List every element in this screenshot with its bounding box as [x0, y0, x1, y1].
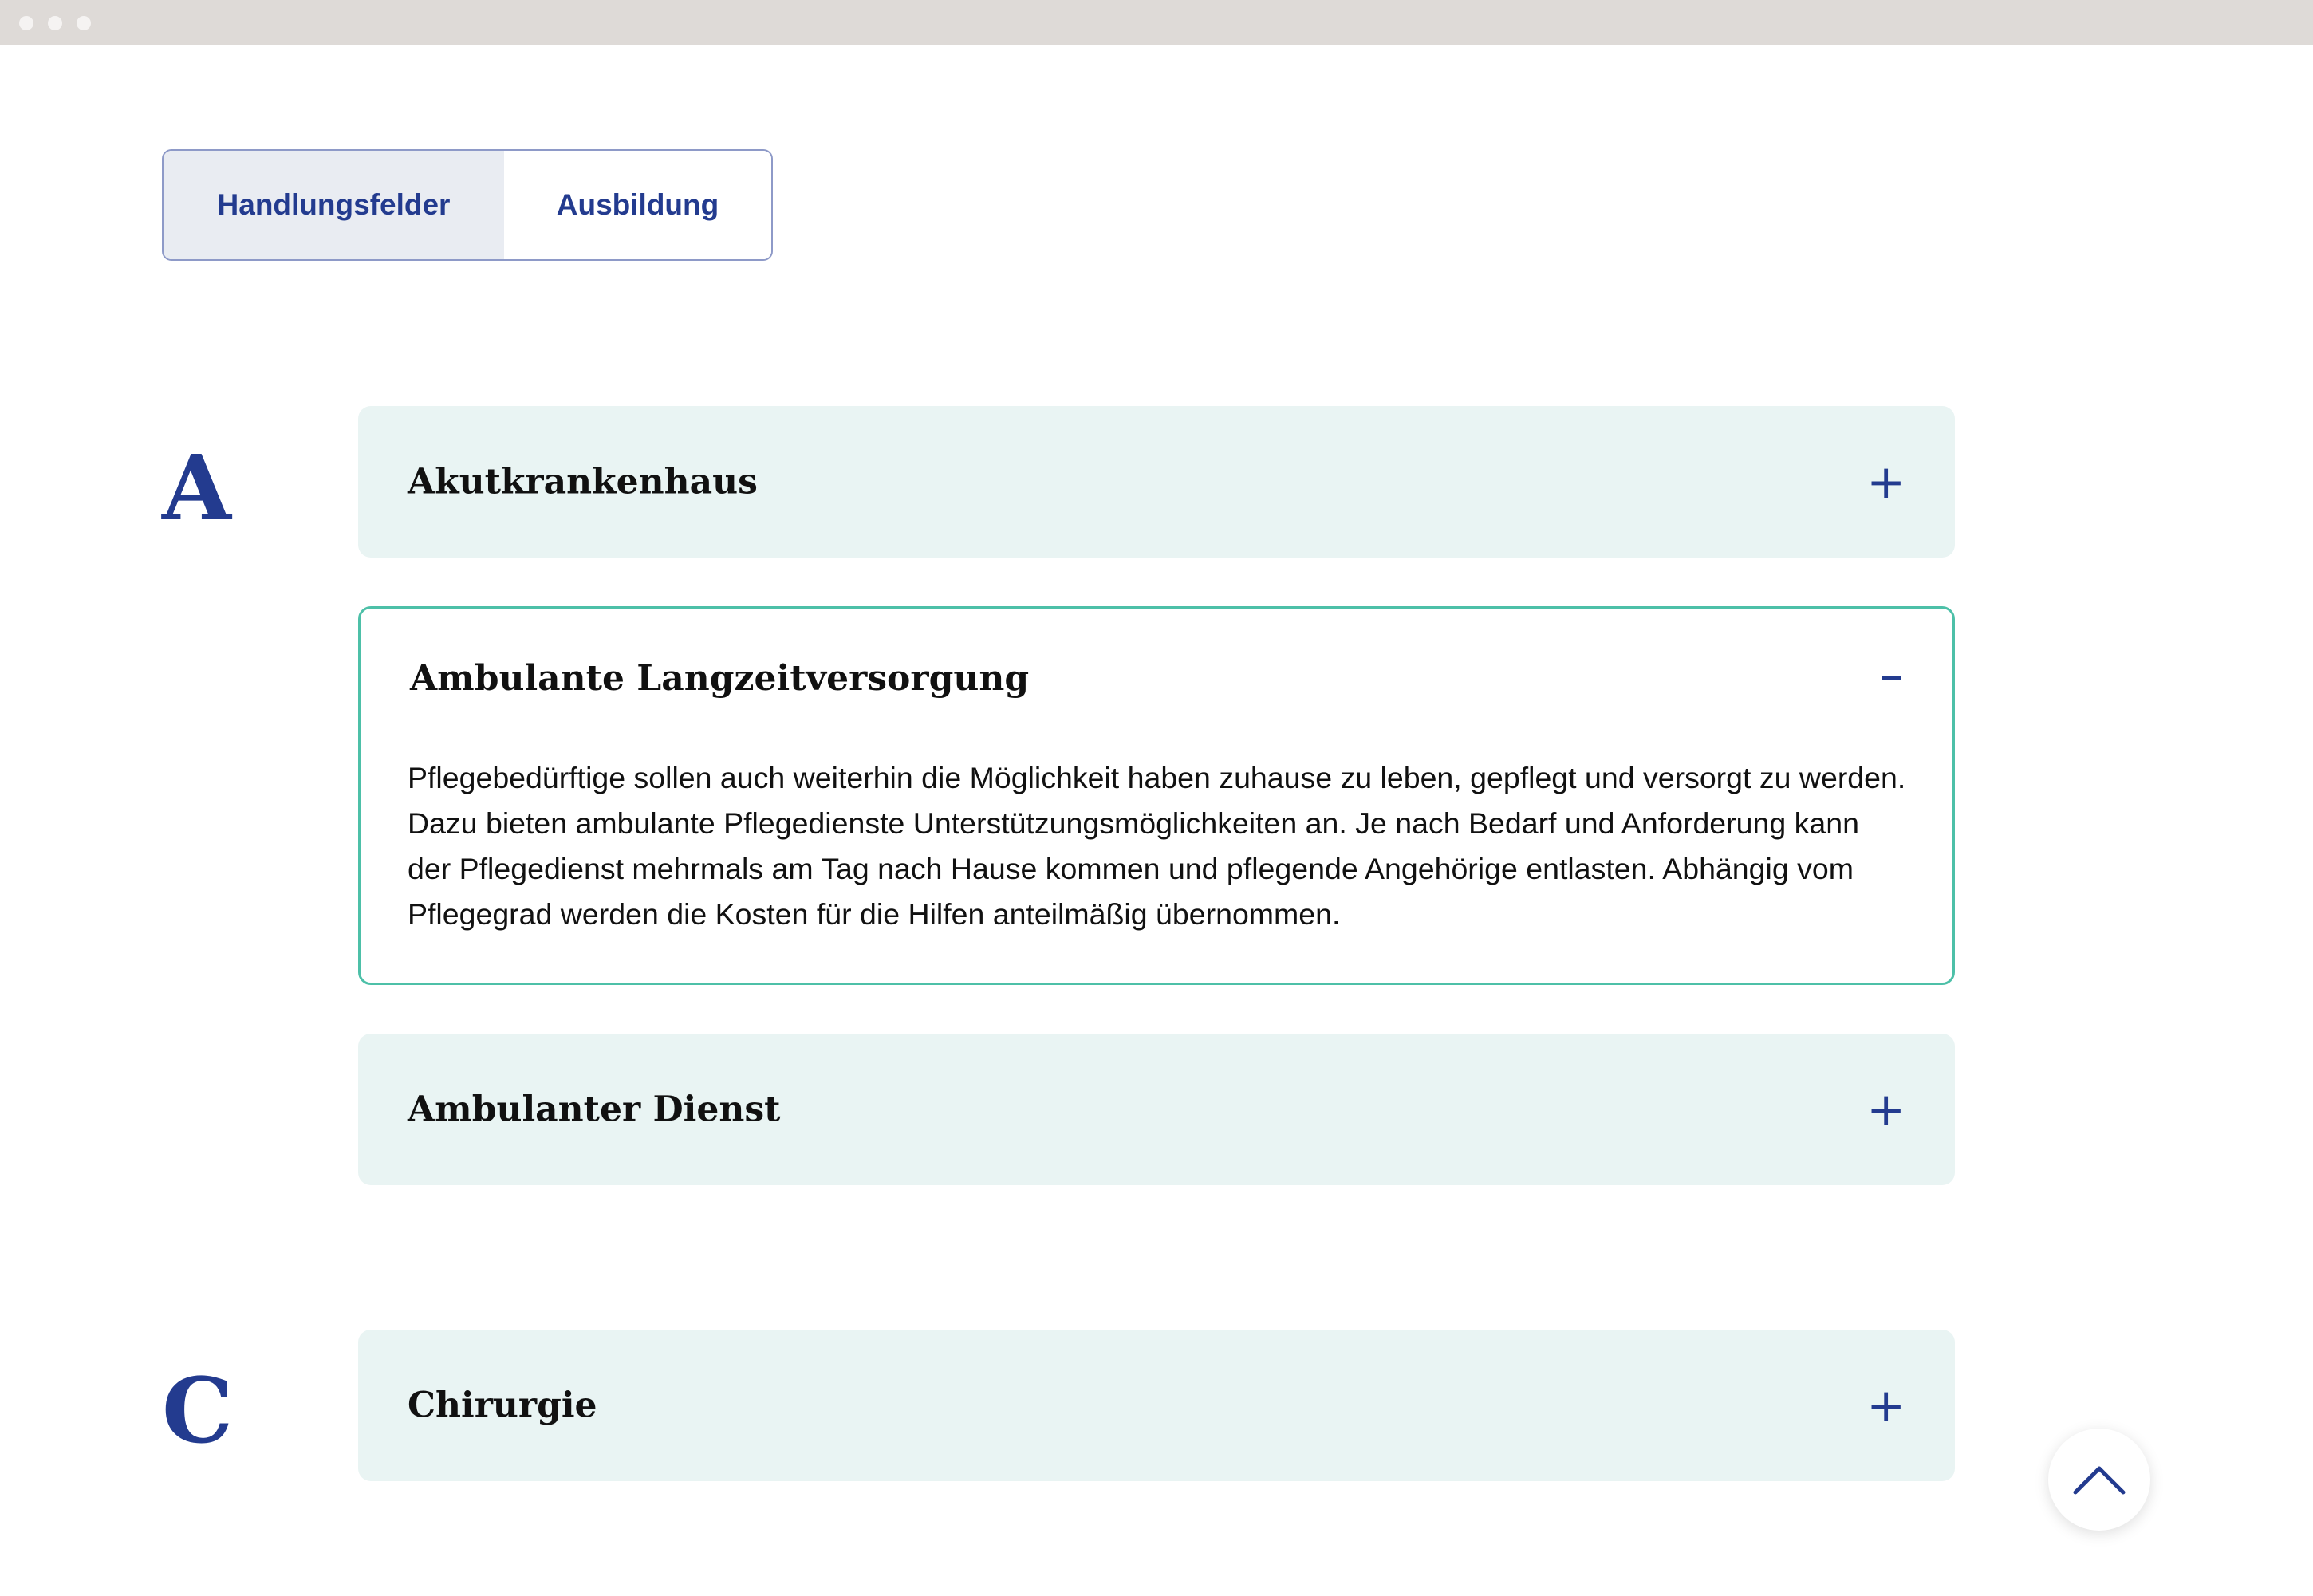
section-letter-a: A [162, 436, 231, 541]
accordion-title[interactable]: Ambulante Langzeitversorgung [410, 658, 1030, 699]
window-dot-maximize[interactable] [77, 16, 91, 30]
accordion-title: Akutkrankenhaus [408, 461, 758, 502]
accordion-item-ambulanter-dienst[interactable] [358, 1034, 1955, 1185]
minus-icon[interactable]: – [1880, 648, 1903, 702]
scroll-to-top-button[interactable] [2048, 1429, 2150, 1531]
accordion-item-ambulante-langzeitversorgung [358, 606, 1955, 985]
window-dot-minimize[interactable] [48, 16, 62, 30]
tab-handlungsfelder[interactable]: Handlungsfelder [164, 151, 504, 259]
plus-icon[interactable]: + [1866, 1378, 1905, 1432]
accordion-title: Chirurgie [408, 1385, 597, 1426]
tab-ausbildung[interactable]: Ausbildung [504, 151, 771, 259]
accordion-item-akutkrankenhaus[interactable] [358, 406, 1955, 558]
tab-switcher [162, 149, 773, 261]
plus-icon[interactable]: + [1866, 1082, 1905, 1137]
chevron-up-icon [2072, 1460, 2126, 1496]
accordion-body-text: Pflegebedürftige sollen auch weiterhin die Möglichkeit haben zuhause zu leben, gepflegt und versorgt zu werden. Dazu bieten ambulante Pflegedienste Unterstützungsmöglichkeiten an. Je nach Bedarf und Anforderung kann der Pflegedienst mehrmals am Tag nach Hause kommen und pflegende Angehörige entlasten. Abhängig vom Pflegegrad werden die Kosten für die Hilfen anteilmäßig übernommen. [408, 761, 1906, 931]
accordion-item-chirurgie[interactable] [358, 1330, 1955, 1481]
window-titlebar [0, 0, 2313, 45]
plus-icon[interactable]: + [1866, 455, 1905, 509]
section-letter-c: C [162, 1359, 234, 1464]
accordion-title: Ambulanter Dienst [408, 1089, 781, 1130]
window-dot-close[interactable] [19, 16, 33, 30]
